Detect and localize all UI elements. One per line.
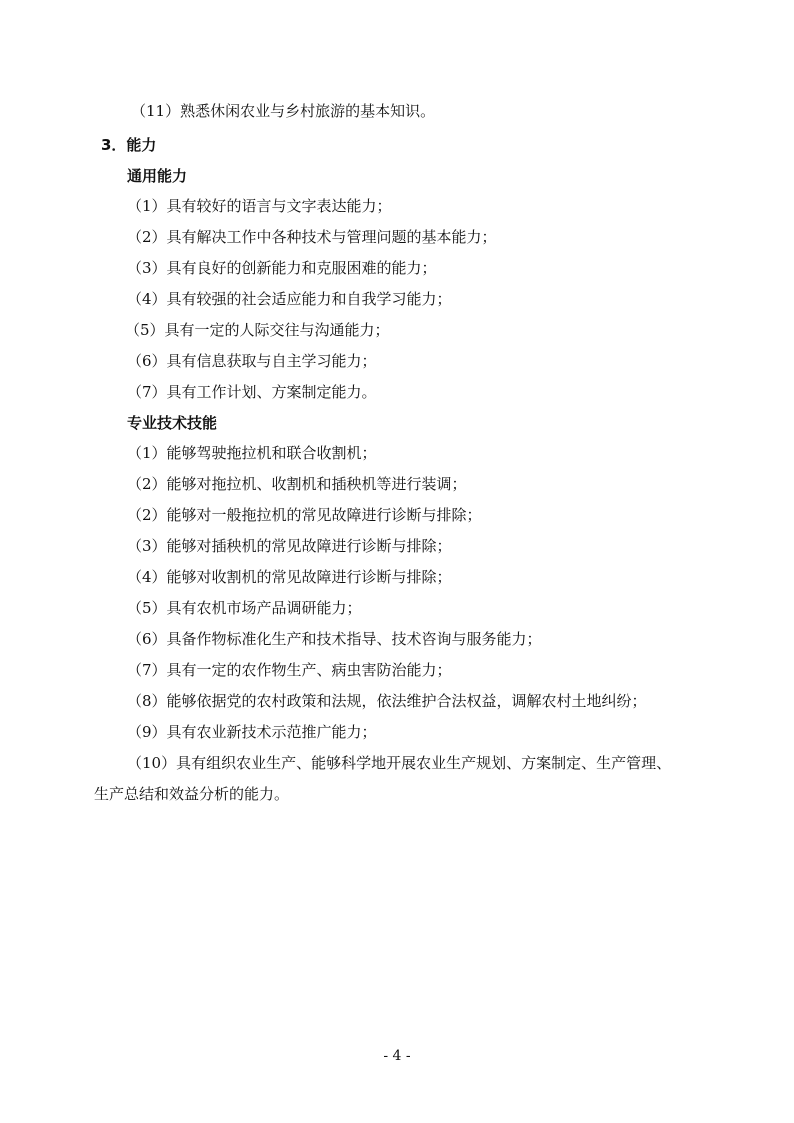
professional-skill-item: （1）能够驾驶拖拉机和联合收割机；	[127, 444, 377, 462]
general-ability-item: （1）具有较好的语言与文字表达能力；	[127, 197, 392, 215]
professional-skill-item: （2）能够对拖拉机、收割机和插秧机等进行装调；	[127, 475, 467, 493]
professional-skill-item: （9）具有农业新技术示范推广能力；	[127, 723, 377, 741]
general-ability-item: （6）具有信息获取与自主学习能力；	[127, 352, 377, 370]
professional-skill-item-continuation: 生产总结和效益分析的能力。	[94, 785, 290, 803]
professional-skills-title: 专业技术技能	[127, 414, 218, 432]
general-ability-item: （7）具有工作计划、方案制定能力。	[127, 383, 377, 401]
general-ability-item: （2）具有解决工作中各种技术与管理问题的基本能力；	[127, 228, 497, 246]
general-ability-item: （5）具有一定的人际交往与沟通能力；	[125, 321, 390, 339]
professional-skill-item: （8）能够依据党的农村政策和法规，依法维护合法权益，调解农村土地纠纷；	[127, 692, 647, 710]
page-number: - 4 -	[383, 1048, 411, 1064]
knowledge-item-11: （11）熟悉休闲农业与乡村旅游的基本知识。	[131, 102, 436, 120]
professional-skill-item: （7）具有一定的农作物生产、病虫害防治能力；	[127, 661, 452, 679]
general-ability-title: 通用能力	[127, 167, 188, 185]
professional-skill-item: （2）能够对一般拖拉机的常见故障进行诊断与排除；	[127, 506, 482, 524]
professional-skill-item: （4）能够对收割机的常见故障进行诊断与排除；	[127, 568, 452, 586]
professional-skill-item: （5）具有农机市场产品调研能力；	[127, 599, 362, 617]
general-ability-item: （4）具有较强的社会适应能力和自我学习能力；	[127, 290, 452, 308]
section-heading-ability: 3．能力	[101, 136, 157, 154]
general-ability-item: （3）具有良好的创新能力和克服困难的能力；	[127, 259, 437, 277]
professional-skill-item: （6）具备作物标准化生产和技术指导、技术咨询与服务能力；	[127, 630, 542, 648]
professional-skill-item: （3）能够对插秧机的常见故障进行诊断与排除；	[127, 537, 452, 555]
professional-skill-item: （10）具有组织农业生产、能够科学地开展农业生产规划、方案制定、生产管理、	[127, 754, 672, 772]
